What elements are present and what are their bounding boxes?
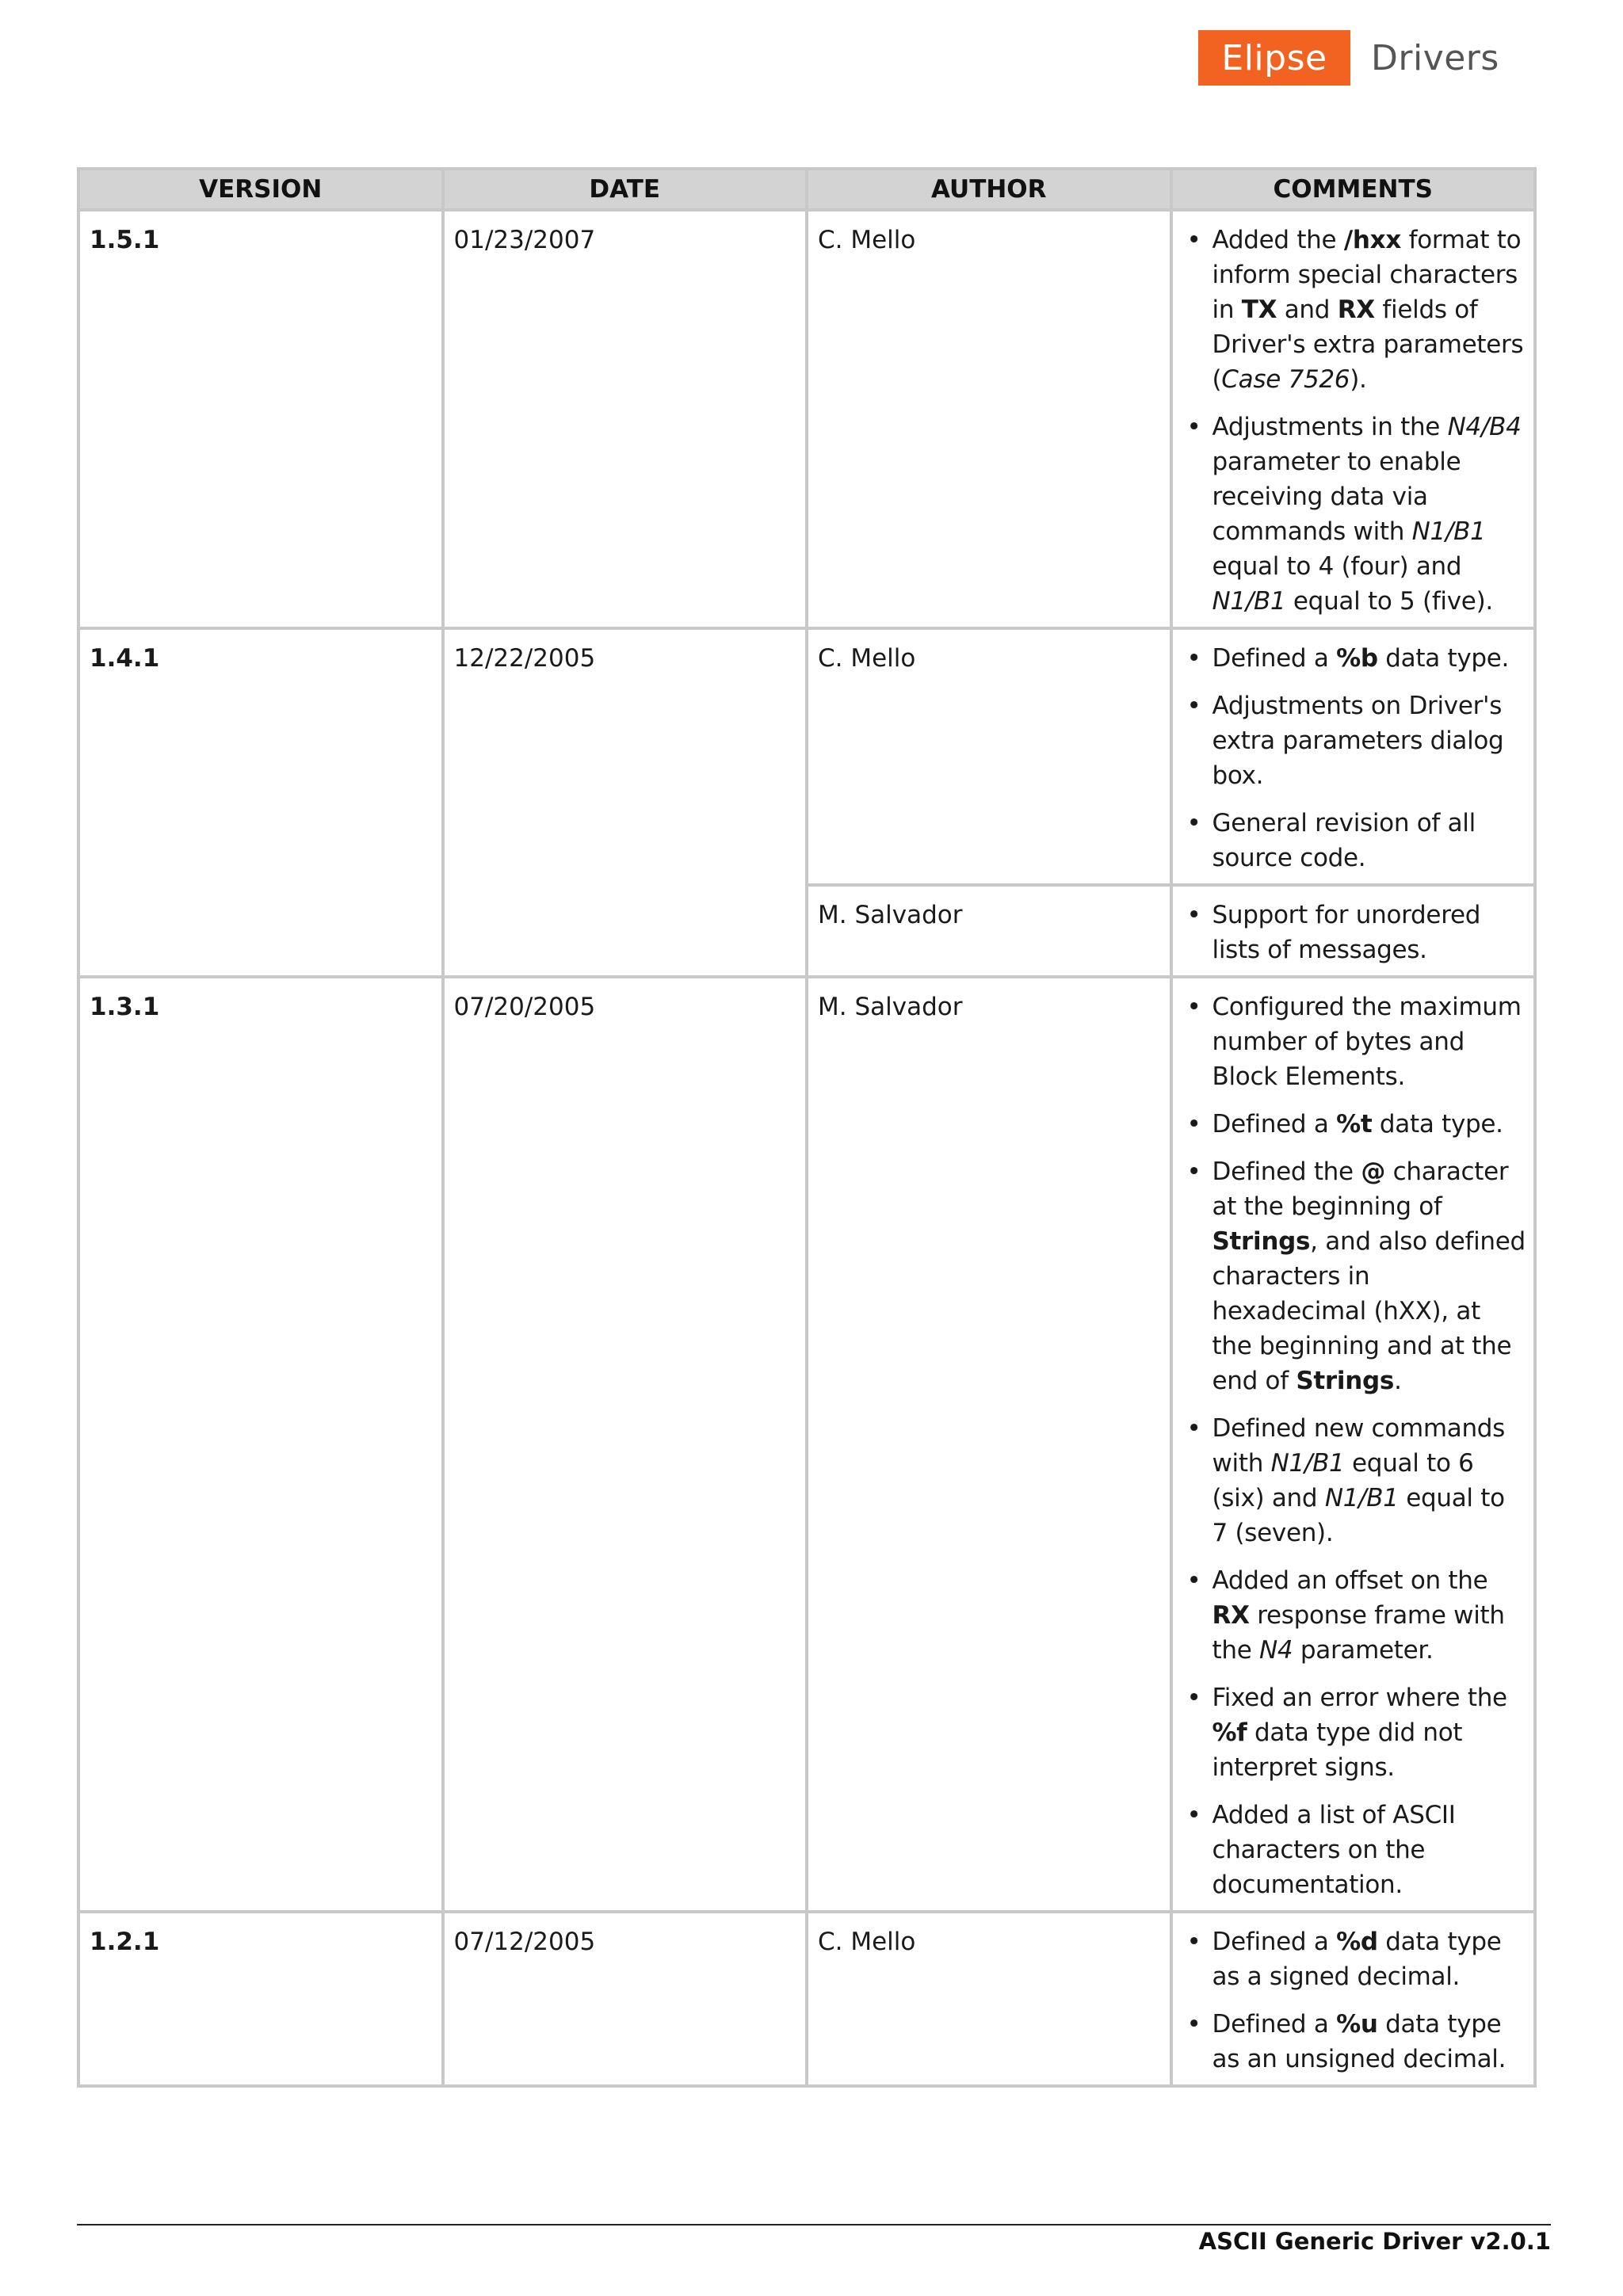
bold-term: @ bbox=[1361, 1158, 1386, 1186]
comment-text: Defined a bbox=[1212, 644, 1337, 673]
comment-text: Fixed an error where the bbox=[1212, 1684, 1507, 1712]
comment-list bbox=[1182, 990, 1526, 1902]
comment-list bbox=[1182, 223, 1526, 619]
comment-item bbox=[1182, 1798, 1526, 1902]
table-row bbox=[80, 630, 1533, 883]
comment-item bbox=[1182, 898, 1526, 967]
comment-item bbox=[1182, 1680, 1526, 1785]
brand-logo-primary: Elipse bbox=[1198, 30, 1350, 86]
comment-text: data type as an unsigned decimal. bbox=[1212, 2010, 1507, 2073]
table-row bbox=[80, 212, 1533, 627]
version-cell: 1.5.1 bbox=[80, 212, 441, 627]
italic-term: N1/B1 bbox=[1411, 517, 1486, 546]
comment-text: Adjustments on Driver's extra parameters dialog box. bbox=[1212, 692, 1504, 790]
bold-term: %b bbox=[1336, 644, 1378, 673]
column-header-comments: COMMENTS bbox=[1173, 170, 1534, 208]
comment-text: data type as a signed decimal. bbox=[1212, 1928, 1502, 1991]
comment-item bbox=[1182, 990, 1526, 1094]
comment-item bbox=[1182, 2007, 1526, 2077]
comment-text: data type. bbox=[1372, 1110, 1503, 1138]
comment-text: equal to 6 (six) and bbox=[1212, 1449, 1474, 1512]
bold-term: %t bbox=[1336, 1110, 1373, 1138]
comment-text: Configured the maximum number of bytes and Block Elements. bbox=[1212, 993, 1522, 1091]
comment-text: Defined new commands with bbox=[1212, 1414, 1506, 1478]
italic-term: N1/B1 bbox=[1324, 1484, 1399, 1512]
comment-text: Defined a bbox=[1212, 2010, 1337, 2039]
brand-logo-secondary: Drivers bbox=[1371, 37, 1499, 78]
comment-text: fields of Driver's extra parameters ( bbox=[1212, 296, 1524, 394]
italic-term: N1/B1 bbox=[1212, 587, 1286, 616]
comment-list bbox=[1182, 641, 1526, 875]
comments-cell bbox=[1173, 630, 1534, 883]
italic-term: N1/B1 bbox=[1270, 1449, 1345, 1478]
comment-text: Defined a bbox=[1212, 1928, 1337, 1956]
version-cell: 1.2.1 bbox=[80, 1913, 441, 2084]
comment-item bbox=[1182, 223, 1526, 397]
comment-text: equal to 7 (seven). bbox=[1212, 1484, 1505, 1547]
comment-item bbox=[1182, 1107, 1526, 1142]
comment-item bbox=[1182, 410, 1526, 619]
bold-term: RX bbox=[1212, 1601, 1250, 1630]
date-cell: 07/12/2005 bbox=[445, 1913, 806, 2084]
comment-text: Added an offset on the bbox=[1212, 1566, 1488, 1595]
comment-text: , and also defined characters in hexadecimal (hXX), at the beginning and at the end of bbox=[1212, 1227, 1526, 1395]
comment-text: Added a list of ASCII characters on the documentation. bbox=[1212, 1801, 1456, 1899]
comment-item bbox=[1182, 1924, 1526, 1994]
comment-text: Support for unordered lists of messages. bbox=[1212, 901, 1481, 964]
brand-logo bbox=[1198, 30, 1499, 86]
comment-text: data type. bbox=[1377, 644, 1510, 673]
comment-text: . bbox=[1394, 1367, 1402, 1395]
comment-text: parameter to enable receiving data via commands with bbox=[1212, 448, 1461, 546]
comments-cell bbox=[1173, 1913, 1534, 2084]
date-cell: 12/22/2005 bbox=[445, 630, 806, 975]
comment-text: General revision of all source code. bbox=[1212, 809, 1476, 872]
table-body bbox=[80, 212, 1533, 2084]
comment-item bbox=[1182, 1411, 1526, 1550]
bold-term: %u bbox=[1336, 2010, 1378, 2039]
comment-text: format to inform special characters in bbox=[1212, 226, 1522, 324]
bold-term: %d bbox=[1336, 1928, 1378, 1956]
comment-text: Defined the bbox=[1212, 1158, 1361, 1186]
comment-text: data type did not interpret signs. bbox=[1212, 1718, 1463, 1782]
comment-item bbox=[1182, 1563, 1526, 1668]
comment-text: character at the beginning of bbox=[1212, 1158, 1509, 1221]
comments-cell bbox=[1173, 887, 1534, 975]
footer-divider bbox=[77, 2224, 1551, 2225]
bold-term: TX bbox=[1241, 296, 1277, 324]
comment-text: Added the bbox=[1212, 226, 1344, 254]
comment-text: parameter. bbox=[1293, 1636, 1434, 1665]
table-row bbox=[80, 978, 1533, 1910]
comment-list bbox=[1182, 1924, 1526, 2077]
column-header-date: DATE bbox=[445, 170, 806, 208]
bold-term: /hxx bbox=[1343, 226, 1402, 254]
bold-term: RX bbox=[1337, 296, 1375, 324]
bold-term: %f bbox=[1212, 1718, 1247, 1747]
bold-term: Strings bbox=[1212, 1227, 1311, 1256]
footer-document-title: ASCII Generic Driver v2.0.1 bbox=[1198, 2228, 1551, 2255]
comment-text: response frame with the bbox=[1212, 1601, 1505, 1665]
column-header-version: VERSION bbox=[80, 170, 441, 208]
comment-item bbox=[1182, 806, 1526, 875]
comments-cell bbox=[1173, 978, 1534, 1910]
table-header-row bbox=[80, 170, 1533, 208]
comment-list bbox=[1182, 898, 1526, 967]
comment-text: Adjustments in the bbox=[1212, 413, 1448, 441]
author-cell: C. Mello bbox=[808, 212, 1170, 627]
author-cell: C. Mello bbox=[808, 1913, 1170, 2084]
revision-history-table bbox=[77, 167, 1537, 2088]
italic-term: N4/B4 bbox=[1447, 413, 1522, 441]
author-cell: M. Salvador bbox=[808, 887, 1170, 975]
comment-text: Defined a bbox=[1212, 1110, 1337, 1138]
comment-text: equal to 5 (five). bbox=[1285, 587, 1493, 616]
italic-term: Case 7526 bbox=[1221, 365, 1350, 394]
author-cell: C. Mello bbox=[808, 630, 1170, 883]
version-cell: 1.4.1 bbox=[80, 630, 441, 975]
bold-term: Strings bbox=[1296, 1367, 1395, 1395]
column-header-author: AUTHOR bbox=[808, 170, 1170, 208]
comment-text: and bbox=[1277, 296, 1338, 324]
date-cell: 07/20/2005 bbox=[445, 978, 806, 1910]
comment-item bbox=[1182, 1154, 1526, 1398]
version-cell: 1.3.1 bbox=[80, 978, 441, 1910]
author-cell: M. Salvador bbox=[808, 978, 1170, 1910]
table-row bbox=[80, 1913, 1533, 2084]
comments-cell bbox=[1173, 212, 1534, 627]
comment-text: ). bbox=[1350, 365, 1367, 394]
comment-item bbox=[1182, 641, 1526, 676]
italic-term: N4 bbox=[1259, 1636, 1293, 1665]
comment-item bbox=[1182, 688, 1526, 793]
date-cell: 01/23/2007 bbox=[445, 212, 806, 627]
comment-text: equal to 4 (four) and bbox=[1212, 552, 1462, 581]
